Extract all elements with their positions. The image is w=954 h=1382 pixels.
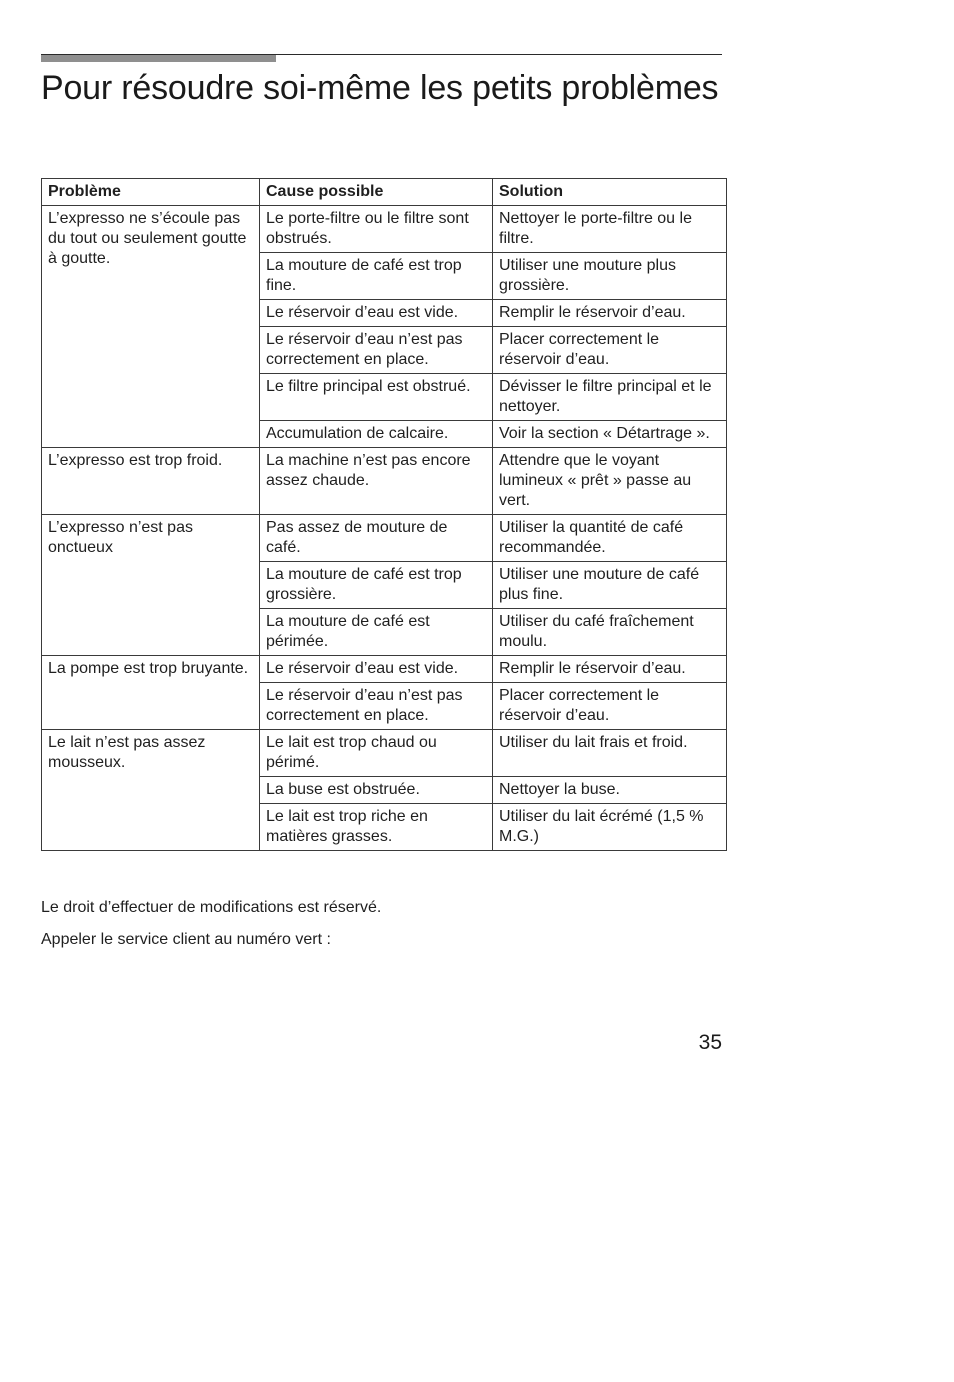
solution-cell: Placer correctement le réservoir d’eau. [493,683,727,730]
cause-cell: Le réservoir d’eau n’est pas correctement en place. [260,327,493,374]
cause-cell: La mouture de café est trop fine. [260,253,493,300]
header-rule-bar [41,55,276,62]
solution-cell: Nettoyer la buse. [493,777,727,804]
table-row [42,448,727,515]
page-number: 35 [698,1031,722,1054]
cause-cell: Pas assez de mouture de café. [260,515,493,562]
service-note: Appeler le service client au numéro vert : [41,931,331,948]
solution-cell: Attendre que le voyant lumineux « prêt » passe au vert. [493,448,727,515]
solution-cell: Remplir le réservoir d’eau. [493,656,727,683]
cause-cell: La machine n’est pas encore assez chaude. [260,448,493,515]
table-header-row [42,179,727,206]
cause-cell: Le porte-filtre ou le filtre sont obstrués. [260,206,493,253]
problem-cell: L’expresso n’est pas onctueux [42,515,260,656]
solution-cell: Utiliser une mouture de café plus fine. [493,562,727,609]
column-header-solution: Solution [493,179,727,206]
solution-cell: Utiliser la quantité de café recommandée. [493,515,727,562]
table-row [42,206,727,253]
cause-cell: Le réservoir d’eau est vide. [260,300,493,327]
problem-cell: La pompe est trop bruyante. [42,656,260,730]
cause-cell: Le réservoir d’eau est vide. [260,656,493,683]
solution-cell: Dévisser le filtre principal et le nettoyer. [493,374,727,421]
solution-cell: Placer correctement le réservoir d’eau. [493,327,727,374]
table-row [42,515,727,562]
table-row [42,730,727,777]
problem-cell: L’expresso ne s’écoule pas du tout ou seulement goutte à goutte. [42,206,260,448]
modifications-note: Le droit d’effectuer de modifications est réservé. [41,899,382,916]
troubleshooting-table [41,178,727,851]
cause-cell: La buse est obstruée. [260,777,493,804]
solution-cell: Utiliser une mouture plus grossière. [493,253,727,300]
solution-cell: Utiliser du lait frais et froid. [493,730,727,777]
page-title: Pour résoudre soi-même les petits problèmes [41,69,719,107]
problem-cell: L’expresso est trop froid. [42,448,260,515]
cause-cell: La mouture de café est trop grossière. [260,562,493,609]
cause-cell: Accumulation de calcaire. [260,421,493,448]
solution-cell: Remplir le réservoir d’eau. [493,300,727,327]
column-header-problem: Problème [42,179,260,206]
cause-cell: Le réservoir d’eau n’est pas correctement en place. [260,683,493,730]
cause-cell: La mouture de café est périmée. [260,609,493,656]
column-header-cause: Cause possible [260,179,493,206]
solution-cell: Utiliser du lait écrémé (1,5 % M.G.) [493,804,727,851]
cause-cell: Le lait est trop chaud ou périmé. [260,730,493,777]
table-row [42,656,727,683]
problem-cell: Le lait n’est pas assez mousseux. [42,730,260,851]
cause-cell: Le filtre principal est obstrué. [260,374,493,421]
solution-cell: Voir la section « Détartrage ». [493,421,727,448]
cause-cell: Le lait est trop riche en matières grasses. [260,804,493,851]
solution-cell: Nettoyer le porte-filtre ou le filtre. [493,206,727,253]
solution-cell: Utiliser du café fraîchement moulu. [493,609,727,656]
